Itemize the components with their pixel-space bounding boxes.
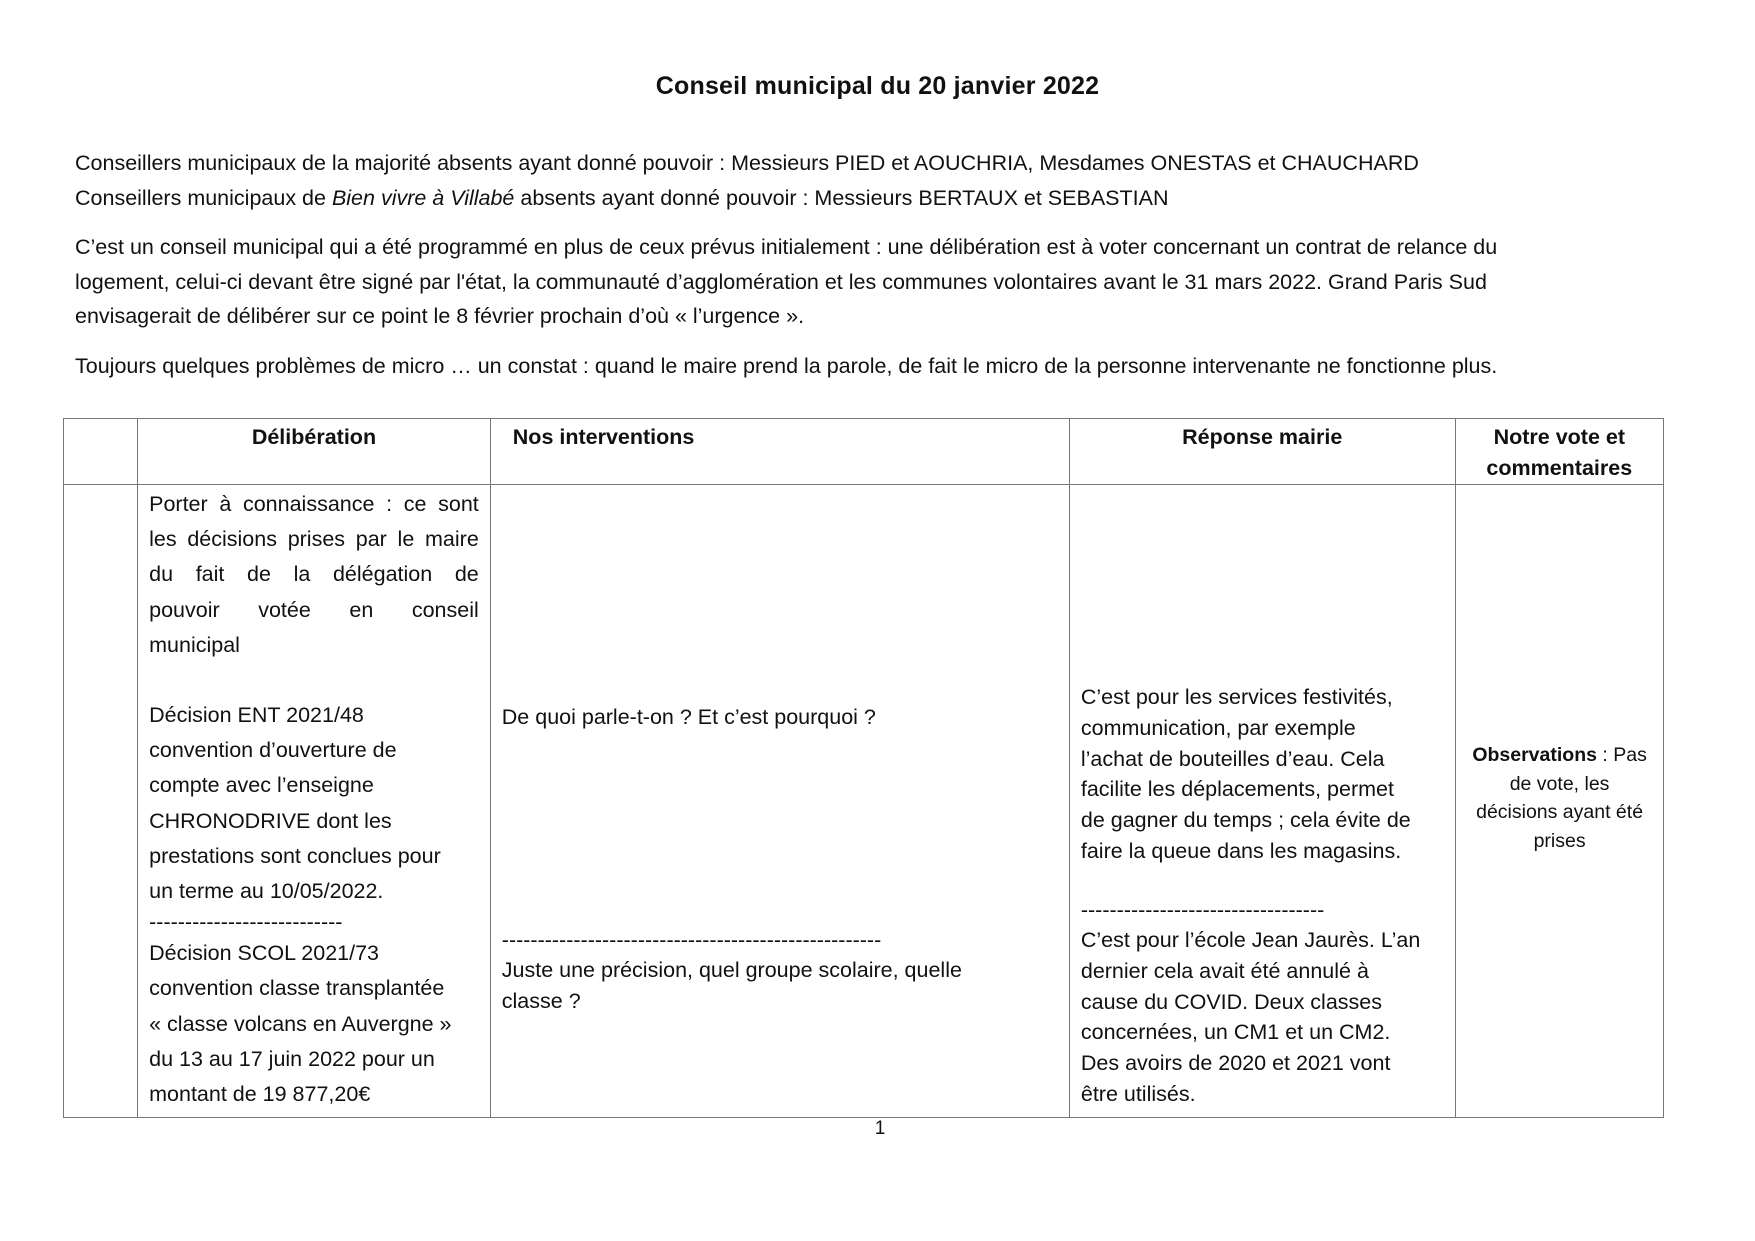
reponse-answer-1 — [1081, 682, 1451, 867]
decision1-line: Décision ENT 2021/48 — [149, 703, 364, 728]
reponse-separator: ---------------------------------- — [1080, 898, 1325, 922]
header-interventions: Nos interventions — [490, 419, 1069, 485]
header-vote — [1455, 419, 1663, 485]
intro-absents — [75, 146, 1675, 215]
question2-line: classe ? — [501, 988, 581, 1013]
intervention-question-2 — [502, 955, 1022, 1016]
delib-line: Porter à connaissance : ce sont — [149, 492, 479, 516]
intro-context — [75, 230, 1675, 334]
intervention-question-1: De quoi parle-t-on ? Et c’est pourquoi ? — [501, 705, 876, 729]
observations-label: Observations — [1472, 744, 1597, 766]
intro-micro-note — [75, 349, 1675, 384]
decision2-line: convention classe transplantée — [149, 976, 445, 1001]
answer1-line: C’est pour les services festivités, — [1080, 685, 1393, 709]
cell-num — [64, 485, 138, 1118]
table-header-row — [64, 419, 1664, 485]
answer1-line: communication, par exemple — [1080, 715, 1356, 740]
absents-opposition — [75, 181, 1675, 216]
header-num — [64, 419, 138, 485]
delib-line: municipal — [149, 632, 240, 657]
vote-line: prises — [1533, 829, 1586, 852]
deliberations-table — [63, 418, 1664, 1118]
delib-line: du fait de la délégation de — [149, 562, 479, 587]
page-title: Conseil municipal du 20 janvier 2022 — [655, 72, 1100, 100]
intervention-separator: ----------------------------------------------------- — [501, 928, 882, 952]
question2-line: Juste une précision, quel groupe scolaire, quelle — [501, 958, 962, 982]
decision2-line: Décision SCOL 2021/73 — [149, 941, 379, 966]
answer1-line: l’achat de bouteilles d’eau. Cela — [1080, 746, 1385, 771]
page-number: 1 — [874, 1118, 886, 1139]
answer2-line: concernées, un CM1 et un CM2. — [1080, 1020, 1391, 1045]
decision2-line: montant de 19 877,20€ — [149, 1082, 371, 1107]
delib-line: pouvoir votée en conseil — [149, 597, 479, 622]
vote-comment — [1462, 741, 1658, 855]
header-reponse: Réponse mairie — [1069, 419, 1455, 485]
answer1-line: de gagner du temps ; cela évite de — [1080, 808, 1411, 833]
cell-deliberation — [138, 485, 491, 1118]
decision1-line: un terme au 10/05/2022. — [149, 879, 384, 904]
cell-interventions — [490, 485, 1069, 1118]
header-deliberation: Délibération — [138, 419, 491, 485]
absents-opposition-suffix: absents ayant donné pouvoir : Messieurs BERTAUX et SEBASTIAN — [514, 185, 1169, 210]
answer2-line: C’est pour l’école Jean Jaurès. L’an — [1080, 928, 1421, 952]
answer1-line: faire la queue dans les magasins. — [1080, 838, 1402, 863]
vote-line — [1462, 741, 1658, 770]
header-vote-line: commentaires — [1486, 456, 1633, 480]
context-line: envisagerait de délibérer sur ce point le 8 février prochain d’où « l’urgence ». — [75, 304, 805, 328]
vote-text-part: : Pas — [1596, 744, 1647, 766]
decision1-line: compte avec l’enseigne — [149, 773, 374, 798]
decision1-line: CHRONODRIVE dont les — [149, 808, 392, 833]
absents-majority: Conseillers municipaux de la majorité absents ayant donné pouvoir : Messieurs PIED et AOUCHRIA, Mesdames ONESTAS et CHAUCHARD — [75, 151, 1419, 175]
reponse-answer-2 — [1081, 925, 1451, 1110]
answer1-line: facilite les déplacements, permet — [1080, 777, 1394, 802]
context-line: C’est un conseil municipal qui a été programmé en plus de ceux prévus initialement : une délibération est à voter concernant un contrat de relance du — [75, 235, 1498, 259]
answer2-line: cause du COVID. Deux classes — [1080, 989, 1382, 1014]
decision1-line: convention d’ouverture de — [149, 738, 397, 763]
answer2-line: Des avoirs de 2020 et 2021 vont — [1080, 1051, 1391, 1076]
absents-opposition-prefix: Conseillers municipaux de — [75, 185, 332, 210]
vote-line: décisions ayant été — [1476, 801, 1644, 823]
decision2-line: « classe volcans en Auvergne » — [149, 1011, 452, 1036]
answer2-line: être utilisés. — [1080, 1081, 1196, 1106]
context-line: logement, celui-ci devant être signé par l'état, la communauté d’agglomération et les communes volontaires avant le 31 mars 2022. Grand Paris Sud — [75, 269, 1487, 294]
decision1-line: prestations sont conclues pour — [149, 843, 441, 868]
decision2-line: du 13 au 17 juin 2022 pour un — [149, 1046, 435, 1071]
answer2-line: dernier cela avait été annulé à — [1080, 958, 1369, 983]
opposition-group-name: Bien vivre à Villabé — [331, 185, 515, 210]
vote-line: de vote, les — [1509, 772, 1610, 795]
cell-reponse — [1069, 485, 1455, 1118]
micro-note: Toujours quelques problèmes de micro … un constat : quand le maire prend la parole, de fait le micro de la personne intervenante ne fonctionne plus. — [75, 354, 1498, 378]
header-vote-line: Notre vote et — [1493, 425, 1625, 449]
delib-separator: --------------------------- — [149, 910, 343, 935]
delib-line: les décisions prises par le maire — [149, 527, 479, 552]
table-row — [64, 485, 1664, 1118]
cell-vote — [1455, 485, 1663, 1118]
